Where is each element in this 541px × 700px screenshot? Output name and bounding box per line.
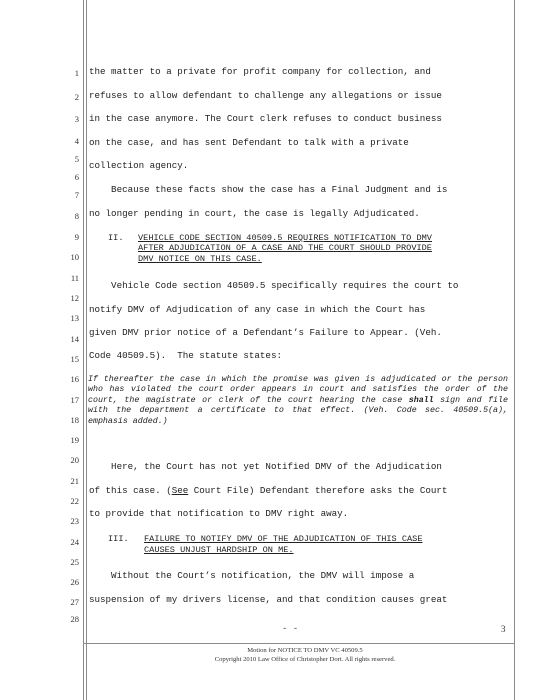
line-number: 27 <box>70 597 79 607</box>
body-text-line: Vehicle Code section 40509.5 specifically requires the court to <box>89 280 459 291</box>
line-number: 6 <box>74 172 79 182</box>
line-number: 8 <box>74 211 79 221</box>
line-number: 7 <box>74 190 79 200</box>
line-number: 16 <box>70 374 79 384</box>
statute-quote <box>88 375 508 427</box>
line-number: 4 <box>74 136 79 146</box>
statute-quote-emphasis: shall <box>408 395 434 405</box>
line-number: 20 <box>70 455 79 465</box>
line-number: 28 <box>70 614 79 624</box>
line-number: 25 <box>70 557 79 567</box>
footer-copyright: Copyright 2010 Law Office of Christopher Dort. All rights reserved. <box>214 656 396 663</box>
body-text-line: refuses to allow defendant to challenge any allegations or issue <box>89 90 442 101</box>
line-number: 18 <box>70 415 79 425</box>
section-heading-line: VEHICLE CODE SECTION 40509.5 REQUIRES NOTIFICATION TO DMV <box>138 233 432 243</box>
body-text-line: the matter to a private for profit company for collection, and <box>89 66 431 77</box>
body-text-line: given DMV prior notice of a Defendant’s Failure to Appear. (Veh. <box>89 327 442 338</box>
line-number: 14 <box>70 334 79 344</box>
line-number: 3 <box>74 114 79 124</box>
line-number: 5 <box>74 154 79 164</box>
body-text-line: in the case anymore. The Court clerk refuses to conduct business <box>89 113 442 124</box>
line-number: 26 <box>70 577 79 587</box>
line-number: 13 <box>70 313 79 323</box>
section-heading-line: FAILURE TO NOTIFY DMV OF THE ADJUDICATION OF THIS CASE <box>144 534 423 544</box>
statute-quote-text: sign and file with the department a certificate to that effect. (Veh. Code sec. 40509.5(a), emphasis added.) <box>88 395 508 426</box>
line-number: 19 <box>70 435 79 445</box>
body-text-line <box>89 485 447 497</box>
line-number: 9 <box>74 232 79 242</box>
body-text-line: collection agency. <box>89 160 189 171</box>
page-dashes: - - <box>282 624 299 634</box>
statute-quote-text: If thereafter the case in which the promise was given is adjudicated or the person who has violated the court order appears in court and satisfies the order of the court, the magistrate or clerk of the court hearing the case <box>88 375 508 405</box>
page-number: 3 <box>501 624 506 634</box>
section-number: III. <box>108 534 129 544</box>
section-heading-line: AFTER ADJUDICATION OF A CASE AND THE COURT SHOULD PROVIDE <box>138 243 432 253</box>
body-text-line: Because these facts show the case has a Final Judgment and is <box>89 184 448 195</box>
body-text-line: Code 40509.5). The statute states: <box>89 350 282 361</box>
section-heading-line: CAUSES UNJUST HARDSHIP ON ME. <box>144 545 294 555</box>
line-number: 21 <box>70 476 79 486</box>
body-text-line: Here, the Court has not yet Notified DMV of the Adjudication <box>89 461 442 472</box>
line-number: 15 <box>70 354 79 364</box>
body-text-line: notify DMV of Adjudication of any case in which the Court has <box>89 304 426 315</box>
see-citation: See <box>171 485 189 496</box>
body-text-fragment: of this case. ( <box>89 485 172 496</box>
body-text-line: to provide that notification to DMV right away. <box>89 508 349 519</box>
line-number: 11 <box>70 273 79 283</box>
line-number: 23 <box>70 516 79 526</box>
line-number: 12 <box>70 293 79 303</box>
left-margin-double-rule-inner <box>86 0 87 700</box>
line-number: 24 <box>70 537 79 547</box>
body-text-line: suspension of my drivers license, and that condition causes great <box>89 594 448 605</box>
footer-title: Motion for NOTICE TO DMV VC 40509.5 <box>247 647 363 654</box>
footer-rule <box>83 643 515 644</box>
line-number: 2 <box>74 92 79 102</box>
line-number: 17 <box>70 395 79 405</box>
right-margin-rule <box>514 0 515 700</box>
left-margin-double-rule-outer <box>83 0 84 700</box>
section-heading-line: DMV NOTICE ON THIS CASE. <box>138 254 262 264</box>
line-number: 1 <box>74 68 79 78</box>
line-number: 10 <box>70 252 79 262</box>
body-text-line: on the case, and has sent Defendant to talk with a private <box>89 137 409 148</box>
body-text-fragment: Court File) Defendant therefore asks the Court <box>188 485 448 496</box>
section-number: II. <box>108 233 124 243</box>
body-text-line: Without the Court’s notification, the DMV will impose a <box>89 570 415 581</box>
body-text-line: no longer pending in court, the case is legally Adjudicated. <box>89 208 420 219</box>
line-number: 22 <box>70 496 79 506</box>
